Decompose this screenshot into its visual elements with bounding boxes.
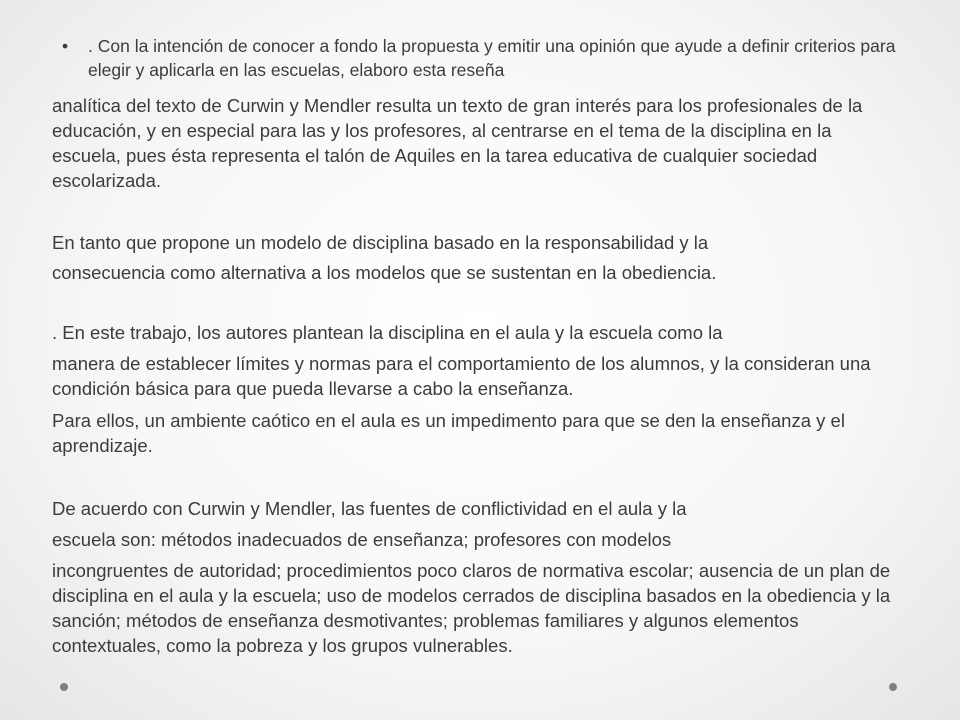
slide-corner-dot-right bbox=[889, 683, 897, 691]
bullet-item bbox=[62, 34, 902, 82]
bullet-marker: • bbox=[62, 36, 69, 56]
paragraph-sources-line-3: incongruentes de autoridad; procedimientos poco claros de normativa escolar; ausencia de un plan de disciplina en el aula y la escuela; uso de modelos cerrados de disciplina basados en la obediencia y la sanción; métodos de enseñanza desmotivantes; problemas familiares y algunos elementos contextuales, como la pobreza y los grupos vulnerables. bbox=[52, 560, 891, 656]
slide-corner-dot-left bbox=[60, 683, 68, 691]
paragraph-sources-line-1: De acuerdo con Curwin y Mendler, las fuentes de conflictividad en el aula y la bbox=[52, 498, 687, 519]
paragraph-chaotic-environment: Para ellos, un ambiente caótico en el aula es un impedimento para que se den la enseñanza y el aprendizaje. bbox=[52, 410, 845, 456]
paragraph-review-intro: analítica del texto de Curwin y Mendler resulta un texto de gran interés para los profesionales de la educación, y en especial para las y los profesores, al centrarse en el tema de la disciplina en la escuela, pues ésta representa el talón de Aquiles en la tarea educativa de cualquier sociedad escolarizada. bbox=[52, 95, 863, 191]
paragraph-work-line-1: . En este trabajo, los autores plantean la disciplina en el aula y la escuela como la bbox=[52, 322, 723, 343]
paragraph-model-line-1: En tanto que propone un modelo de disciplina basado en la responsabilidad y la bbox=[52, 232, 709, 253]
paragraph-model-line-2: consecuencia como alternativa a los modelos que se sustentan en la obediencia. bbox=[52, 262, 717, 283]
bullet-text: . Con la intención de conocer a fondo la propuesta y emitir una opinión que ayude a definir criterios para elegir y aplicarla en las escuelas, elaboro esta reseña bbox=[88, 36, 896, 80]
paragraph-sources-line-2: escuela son: métodos inadecuados de enseñanza; profesores con modelos bbox=[52, 529, 672, 550]
paragraph-work-line-2: manera de establecer límites y normas para el comportamiento de los alumnos, y la consideran una condición básica para que pueda llevarse a cabo la enseñanza. bbox=[52, 353, 871, 399]
